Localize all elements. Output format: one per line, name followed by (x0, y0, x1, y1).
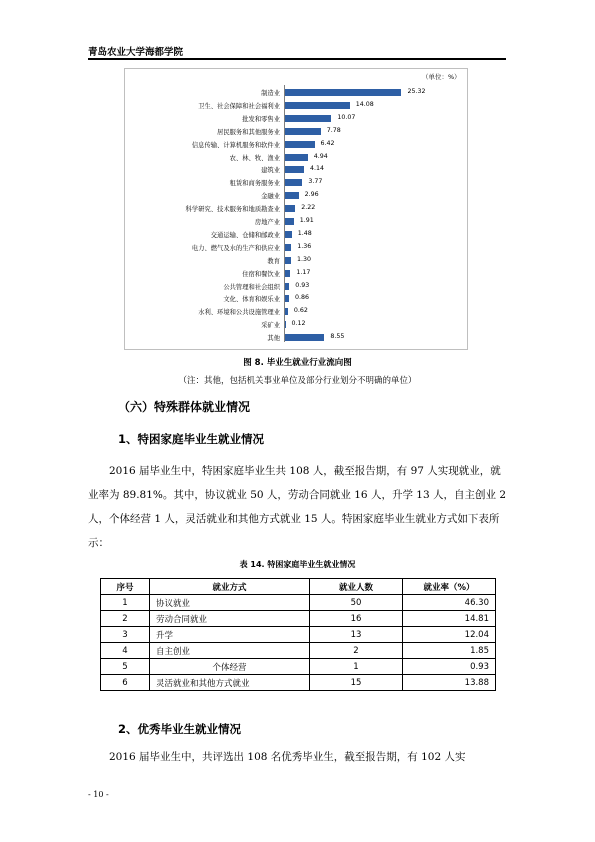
value-label: 10.07 (337, 113, 356, 121)
cell-count: 16 (310, 611, 403, 627)
data-bar (285, 102, 350, 109)
data-bar (285, 115, 331, 122)
cell-count: 13 (310, 627, 403, 643)
value-label: 1.48 (297, 229, 312, 237)
header-count: 就业人数 (310, 579, 403, 595)
data-bar (285, 179, 302, 186)
employment-table (100, 578, 496, 691)
value-label: 0.93 (295, 281, 310, 289)
value-label: 8.55 (330, 333, 345, 341)
subsection-heading-poverty: 1、特困家庭毕业生就业情况 (118, 432, 265, 446)
table-row (101, 659, 496, 675)
category-label: 制造业 (261, 90, 280, 97)
value-label: 0.12 (291, 320, 306, 328)
page-number: - 10 - (88, 790, 109, 799)
category-label: 信息传输、计算机服务和软件业 (191, 141, 280, 149)
table-row (101, 627, 496, 643)
category-label: 住宿和餐饮业 (242, 270, 280, 278)
cell-no: 4 (101, 643, 150, 659)
cell-method: 灵活就业和其他方式就业 (150, 675, 310, 691)
cell-no: 5 (101, 659, 150, 675)
cell-no: 6 (101, 675, 150, 691)
category-label: 卫生、社会保障和社会福利业 (198, 102, 280, 110)
data-bar (285, 154, 308, 161)
category-label: 其他 (267, 335, 280, 343)
data-bar (285, 89, 401, 96)
data-bar (285, 308, 288, 315)
cell-method: 自主创业 (150, 643, 310, 659)
category-label: 公共管理和社会组织 (223, 283, 280, 291)
category-label: 交通运输、仓储和邮政业 (210, 231, 280, 239)
cell-rate: 13.88 (403, 675, 496, 691)
cell-rate: 12.04 (403, 627, 496, 643)
cell-method: 劳动合同就业 (150, 611, 310, 627)
data-bar (285, 295, 289, 302)
data-bar (285, 270, 290, 277)
data-bar (285, 231, 292, 238)
cell-method: 个体经营 (150, 659, 310, 675)
cell-rate: 0.93 (403, 659, 496, 675)
document-header-title: 青岛农业大学海都学院 (88, 47, 184, 58)
chart-unit-note: （单位：%） (422, 73, 461, 81)
category-label: 教育 (267, 257, 280, 265)
data-bar (285, 218, 294, 225)
cell-no: 2 (101, 611, 150, 627)
data-bar (285, 141, 315, 148)
cell-count: 2 (310, 643, 403, 659)
value-label: 1.91 (299, 217, 314, 224)
header-method: 就业方式 (150, 579, 310, 595)
cell-count: 1 (310, 659, 403, 675)
value-label: 4.14 (310, 165, 325, 173)
value-label: 1.17 (296, 268, 311, 276)
category-label: 采矿业 (261, 322, 280, 330)
data-bar (285, 321, 286, 328)
value-label: 14.08 (355, 100, 374, 108)
poverty-paragraph: 2016 届毕业生中，特困家庭毕业生共 108 人，截至报告期，有 97 人实现就业，就业率为 89.81%。其中，协议就业 50 人，劳动合同就业 16 人，升学 13 人，自主创业 2 人，个体经营 1 人，灵活就业和其他方式就业 15 人。特困家庭毕业生就业方式如下表所示： (88, 465, 506, 549)
category-label: 水利、环境和公共设施管理业 (198, 309, 280, 317)
chart-note: （注：其他，包括机关事业单位及部分行业划分不明确的单位） (178, 376, 417, 386)
category-label: 农、林、牧、渔业 (229, 154, 280, 162)
cell-count: 15 (310, 675, 403, 691)
value-label: 25.32 (407, 88, 426, 95)
data-bar (285, 334, 324, 341)
category-label: 租赁和商务服务业 (229, 180, 280, 188)
table-row (101, 675, 496, 691)
cell-method: 升学 (150, 627, 310, 643)
value-label: 0.86 (294, 294, 309, 302)
category-label: 电力、燃气及水的生产和供应业 (191, 244, 280, 252)
cell-count: 50 (310, 595, 403, 611)
category-label: 建筑业 (261, 167, 280, 175)
cell-rate: 1.85 (403, 643, 496, 659)
table-row (101, 611, 496, 627)
cell-rate: 14.81 (403, 611, 496, 627)
cell-no: 1 (101, 595, 150, 611)
subsection-heading-excellent: 2、优秀毕业生就业情况 (118, 722, 242, 736)
category-label: 批发和零售业 (242, 115, 280, 123)
cell-method: 协议就业 (150, 595, 310, 611)
data-bar (285, 244, 291, 251)
value-label: 7.78 (326, 126, 341, 134)
data-bar (285, 257, 291, 264)
data-bar (285, 166, 304, 173)
category-label: 居民服务和其他服务业 (217, 128, 280, 136)
table-row (101, 643, 496, 659)
value-label: 3.77 (308, 178, 323, 186)
header-no: 序号 (101, 579, 150, 595)
category-label: 文化、体育和娱乐业 (223, 296, 280, 304)
category-label: 科学研究、技术服务和地质勘查业 (185, 206, 280, 214)
value-label: 1.36 (297, 242, 312, 250)
chart-caption: 图 8. 毕业生就业行业流向图 (243, 358, 352, 368)
value-label: 1.30 (296, 255, 311, 263)
cell-rate: 46.30 (403, 595, 496, 611)
value-label: 2.96 (304, 191, 319, 199)
chart-axis (284, 85, 285, 342)
value-label: 0.62 (293, 307, 308, 315)
table-caption: 表 14. 特困家庭毕业生就业情况 (239, 560, 356, 569)
category-label: 金融业 (261, 193, 280, 201)
data-bar (285, 205, 295, 212)
data-bar (285, 128, 321, 135)
header-rate: 就业率（%） (403, 579, 496, 595)
value-label: 2.22 (301, 204, 316, 212)
data-bar (285, 283, 289, 290)
cell-no: 3 (101, 627, 150, 643)
data-bar (285, 192, 299, 199)
table-header-row (101, 579, 496, 595)
value-label: 6.42 (320, 139, 335, 147)
header-divider (88, 58, 506, 60)
excellent-paragraph: 2016 届毕业生中，共评选出 108 名优秀毕业生，截至报告期，有 102 人实 (109, 751, 466, 763)
category-label: 房地产业 (254, 219, 280, 226)
value-label: 4.94 (313, 152, 328, 160)
table-row (101, 595, 496, 611)
section-heading: （六）特殊群体就业情况 (118, 400, 251, 414)
